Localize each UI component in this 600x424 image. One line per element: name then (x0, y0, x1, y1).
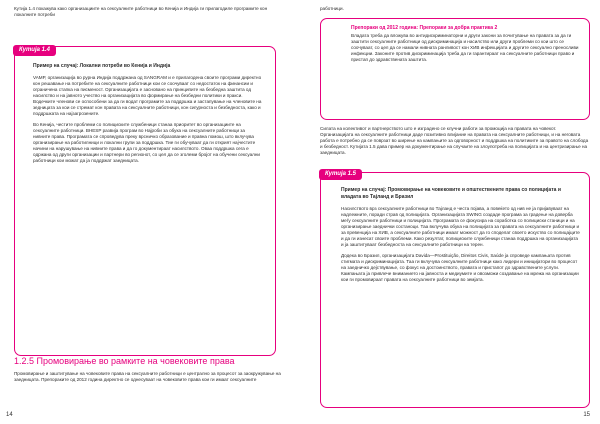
page-number-right: 15 (583, 412, 590, 418)
box-1-5 (320, 172, 590, 408)
recommendation-title: Препораки од 2012 година: Препораки за добра практика 2 (351, 25, 498, 31)
box-1-4-title: Пример на случај: Локални потреби во Кенија и Индија (33, 63, 171, 69)
continued-text: работници. (320, 6, 344, 11)
box-1-5-tag: Кутија 1.5 (319, 169, 362, 180)
right-page (300, 0, 600, 424)
box-1-4-paragraph-1: VAMP, организација во рурна Индија поддржана од SANGRAM и е прилагодена своите програми директно кон решавање на потребите на сексуалните работници кои се соочуваат со недостаток на финансии и ограничена стапка на писменост. Организацијата е засновано на принципите на безбедна заштита од насилство и на јавното учество на организацијата во формирање на безбедни политики и пракси. Водечките членови се оспособени за да ги водат програмите за поддршка и застапување на членовите на зедницата за кои се стремат кон правата на сексуалните работници, кон сигурноста и безбедноста, како и поддршката на најзагрозените. (33, 75, 262, 116)
box-1-4 (14, 46, 276, 356)
rights-paragraph: Силата на колективот и партнерството што е изградено се клучни работи за промоција на правата на човекот. Организацијата на сексуалните работници даде позитивно влијание на правата на сексуалните работници, и на неговата работа е потребно да се поврзат во ширење на кампањите за одговорност и поддршка на политиките за правото на слобода и безбедност. Кутијата 1.5 дава пример на документирање на случаите на злоупотреба на полицијата и на центризирање на заедницата. (320, 126, 589, 155)
box-1-5-title: Пример на случај: Промовирање на човековите и општествените права со полицијата и владата во Тајланд и Бразил (341, 187, 561, 200)
section-body: Промовирање и заштитување на човековите права на сексуалните работници е централно за процесот за заокружување на заедницата. Препораките од 2012 година директно се однесуваат на човековите права кои ги имаат сексуалните (14, 371, 281, 382)
recommendation-box (320, 18, 590, 120)
box-1-5-paragraph-2: Додека во Бразил, организацијата Davida—Prostituição, Direitos Civis, Saúde ја спроведе кампањата против стигмата и дискриминацијата. Таа ги вклучува сексуалните работници како лидери и иницијатори во процесот на заедничко дејствување, со фокус на достоинството, правата и пристапот до здравствените услуги. Кампањата ја привлече вниманието на јавноста и медиумите и овозможи создавање на мрежа на организации кои ги промовираат правата на сексуалните работници во земјата. (341, 253, 579, 282)
box-1-4-tag: Кутија 1.4 (13, 45, 56, 56)
box-1-4-paragraph-2: Во Кенија, честите проблеми со полициските службеници станаа приоритет во организациите на сексуалните работници. BHESP развија програм во Најроби за обука на сексуалните работници за нивните права. Програмата се спроведува преку врсничко образование и правна помош, што вклучува организирање на работилници и локални групи за поддршка. Тие ги обучуваат да ги открият најчестите начини на нарушување на нивните права и да го документираат насилството. Оваа поддршка сега е одржана од други организации и партнери во регионот, со цел да се зголеми бројот на обучени сексуални работници кои можат да ја поддржат заедницата. (33, 122, 260, 163)
page-number-left: 14 (6, 412, 13, 418)
box-1-5-paragraph-1: Насилството врз сексуалните работници во Тајланд е честа појава, а повеќето од нив не ја пријавуваат на надлежните, поради страв од полицијата. Организацијата SWING создаде програма за градење на доверба меѓу сексуалните работници и полицијата. Програмата се фокусира на соработка со полициски станици и на организирање заеднички состаноци. Таа вклучува обука на полицијата за правата на сексуалните работници и за превенција на ХИВ, а сексуалните работници имаат можност да го споделат своето искуство со полицајците и да ги изнесат своите проблеми. Како резултат, полициските службеници станаа поддршка на организацијата и ја заштитуваат безбедноста на сексуалните работници на терен. (341, 206, 580, 247)
section-heading: 1.2.5 Промовирање во рамките на човековите права (14, 356, 235, 366)
recommendation-text: Владата треба да вложува во антидискриминаторни и други закони за почитување на правата за да ги заштити сексуалните работници од дискриминација и насилство или други проблеми со кои што се соочуваат, со цел да се намали нивната ранливост кон ХИВ инфекцијата и другите сексуално преносливи инфекции. Законите против дискриминација треба да ги гарантираат на сексуалните работници право и пристап до здравствената заштита. (351, 33, 579, 62)
intro-text: Кутија 1.4 покажува како организациите на сексуалните работници во Кенија и Индија ги прилагодиле програмите кон локалните потреби (14, 6, 268, 17)
